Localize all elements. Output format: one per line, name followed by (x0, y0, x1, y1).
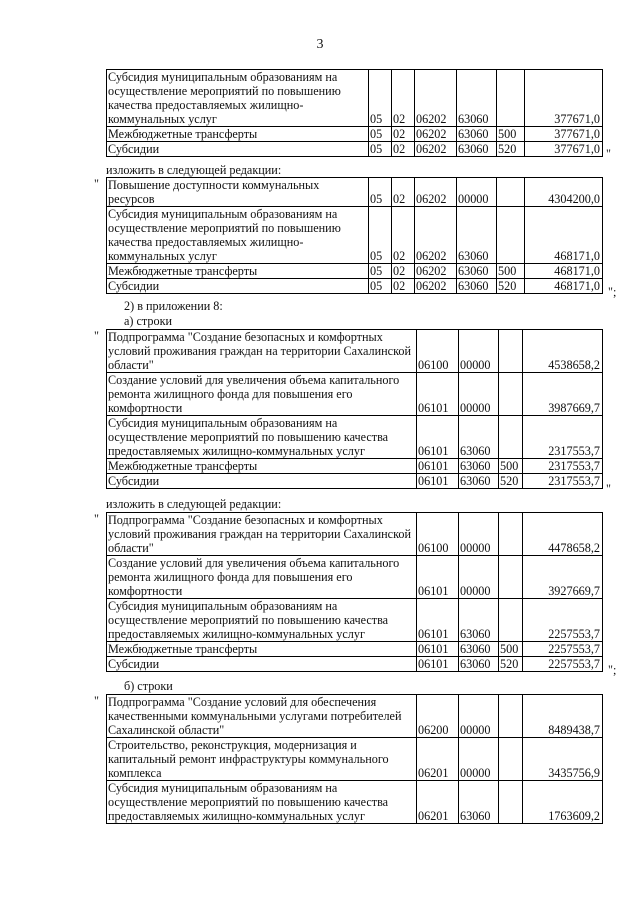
code-cell: 05 (369, 127, 392, 142)
amount-cell: 4538658,2 (523, 330, 603, 373)
amount-cell: 2257553,7 (523, 599, 603, 642)
row-name: Субсидия муниципальным образованиям на осуществление мероприятий по повышению качества предоставляемых жилищно-коммунальных услуг (107, 70, 369, 127)
code-cell: 00000 (459, 330, 499, 373)
table-row (107, 264, 603, 279)
code-cell: 02 (392, 264, 415, 279)
code-cell: 520 (497, 142, 525, 157)
table-row (107, 178, 603, 207)
amount-cell: 2257553,7 (523, 642, 603, 657)
closing-quote-4: "; (608, 663, 617, 677)
budget-table-4 (106, 512, 603, 672)
code-cell (497, 178, 525, 207)
code-cell (499, 599, 523, 642)
table-row (107, 695, 603, 738)
code-cell (499, 330, 523, 373)
code-cell: 05 (369, 178, 392, 207)
code-cell: 63060 (459, 459, 499, 474)
budget-table-3 (106, 329, 603, 489)
amount-cell: 8489438,7 (523, 695, 603, 738)
code-cell: 520 (497, 279, 525, 294)
row-name: Создание условий для увеличения объема капитального ремонта жилищного фонда для повышения его комфортности (107, 556, 417, 599)
table-row (107, 657, 603, 672)
amount-cell: 468171,0 (525, 279, 603, 294)
table-row (107, 459, 603, 474)
table-row (107, 599, 603, 642)
code-cell: 520 (499, 474, 523, 489)
code-cell: 05 (369, 70, 392, 127)
table-row (107, 781, 603, 824)
code-cell: 06101 (417, 459, 459, 474)
amount-cell: 4478658,2 (523, 513, 603, 556)
code-cell: 06202 (415, 279, 457, 294)
code-cell: 02 (392, 70, 415, 127)
closing-quote-3: " (606, 482, 611, 496)
row-name: Повышение доступности коммунальных ресурсов (107, 178, 369, 207)
table-row (107, 142, 603, 157)
text-rows-a: а) строки (124, 314, 173, 328)
table-row (107, 330, 603, 373)
code-cell (499, 513, 523, 556)
row-name: Субсидии (107, 279, 369, 294)
code-cell: 06201 (417, 781, 459, 824)
code-cell (499, 373, 523, 416)
page-number: 3 (316, 37, 324, 52)
opening-quote-5: " (94, 694, 99, 708)
code-cell: 63060 (459, 657, 499, 672)
opening-quote-2: " (94, 177, 99, 191)
text-izlozhit-2: изложить в следующей редакции: (106, 497, 282, 511)
code-cell: 520 (499, 657, 523, 672)
code-cell: 02 (392, 127, 415, 142)
code-cell: 02 (392, 142, 415, 157)
table-row (107, 738, 603, 781)
code-cell (499, 738, 523, 781)
code-cell: 63060 (457, 264, 497, 279)
budget-table-2 (106, 177, 603, 294)
code-cell: 05 (369, 264, 392, 279)
amount-cell: 2257553,7 (523, 657, 603, 672)
code-cell: 63060 (459, 599, 499, 642)
code-cell (497, 70, 525, 127)
code-cell: 06101 (417, 416, 459, 459)
amount-cell: 4304200,0 (525, 178, 603, 207)
code-cell (497, 207, 525, 264)
row-name: Строительство, реконструкция, модернизация и капитальный ремонт инфраструктуры коммунального комплекса (107, 738, 417, 781)
code-cell: 63060 (459, 642, 499, 657)
code-cell: 06202 (415, 178, 457, 207)
code-cell: 500 (497, 127, 525, 142)
row-name: Подпрограмма "Создание безопасных и комфортных условий проживания граждан на территории Сахалинской области" (107, 330, 417, 373)
table-row (107, 279, 603, 294)
text-rows-b: б) строки (124, 679, 173, 693)
code-cell: 500 (499, 459, 523, 474)
code-cell: 00000 (459, 556, 499, 599)
code-cell: 63060 (457, 279, 497, 294)
code-cell: 63060 (459, 416, 499, 459)
row-name: Субсидии (107, 474, 417, 489)
table-row (107, 416, 603, 459)
amount-cell: 468171,0 (525, 264, 603, 279)
code-cell: 06201 (417, 738, 459, 781)
table-row (107, 556, 603, 599)
code-cell: 06100 (417, 330, 459, 373)
row-name: Межбюджетные трансферты (107, 127, 369, 142)
code-cell: 02 (392, 178, 415, 207)
row-name: Подпрограмма "Создание безопасных и комфортных условий проживания граждан на территории Сахалинской области" (107, 513, 417, 556)
code-cell: 00000 (459, 373, 499, 416)
row-name: Создание условий для увеличения объема капитального ремонта жилищного фонда для повышения его комфортности (107, 373, 417, 416)
amount-cell: 2317553,7 (523, 459, 603, 474)
code-cell: 63060 (457, 142, 497, 157)
code-cell: 63060 (459, 781, 499, 824)
code-cell: 06202 (415, 70, 457, 127)
table-row (107, 642, 603, 657)
amount-cell: 2317553,7 (523, 416, 603, 459)
row-name: Подпрограмма "Создание условий для обеспечения качественными коммунальными услугами потребителей Сахалинской области" (107, 695, 417, 738)
row-name: Межбюджетные трансферты (107, 642, 417, 657)
code-cell: 63060 (457, 127, 497, 142)
code-cell: 63060 (457, 70, 497, 127)
table-row (107, 127, 603, 142)
row-name: Субсидии (107, 657, 417, 672)
row-name: Субсидия муниципальным образованиям на осуществление мероприятий по повышению качества предоставляемых жилищно-коммунальных услуг (107, 207, 369, 264)
opening-quote-3: " (94, 329, 99, 343)
code-cell: 06101 (417, 599, 459, 642)
code-cell: 06101 (417, 657, 459, 672)
amount-cell: 468171,0 (525, 207, 603, 264)
code-cell: 63060 (459, 474, 499, 489)
amount-cell: 3987669,7 (523, 373, 603, 416)
amount-cell: 377671,0 (525, 70, 603, 127)
code-cell: 06101 (417, 556, 459, 599)
code-cell: 06200 (417, 695, 459, 738)
amount-cell: 3435756,9 (523, 738, 603, 781)
closing-quote-2: "; (608, 285, 617, 299)
code-cell: 06202 (415, 264, 457, 279)
code-cell (499, 416, 523, 459)
text-izlozhit-1: изложить в следующей редакции: (106, 163, 282, 177)
code-cell: 05 (369, 207, 392, 264)
code-cell (499, 695, 523, 738)
amount-cell: 1763609,2 (523, 781, 603, 824)
code-cell: 06101 (417, 642, 459, 657)
amount-cell: 377671,0 (525, 142, 603, 157)
code-cell: 05 (369, 279, 392, 294)
table-row (107, 70, 603, 127)
code-cell: 06101 (417, 373, 459, 416)
row-name: Субсидия муниципальным образованиям на осуществление мероприятий по повышению качества предоставляемых жилищно-коммунальных услуг (107, 781, 417, 824)
code-cell: 06202 (415, 127, 457, 142)
amount-cell: 3927669,7 (523, 556, 603, 599)
code-cell: 06202 (415, 207, 457, 264)
row-name: Субсидия муниципальным образованиям на осуществление мероприятий по повышению качества предоставляемых жилищно-коммунальных услуг (107, 416, 417, 459)
code-cell: 05 (369, 142, 392, 157)
amount-cell: 2317553,7 (523, 474, 603, 489)
budget-table-1 (106, 69, 603, 157)
code-cell: 00000 (459, 695, 499, 738)
code-cell (499, 556, 523, 599)
code-cell: 00000 (459, 738, 499, 781)
code-cell: 00000 (457, 178, 497, 207)
amount-cell: 377671,0 (525, 127, 603, 142)
code-cell: 63060 (457, 207, 497, 264)
code-cell: 06202 (415, 142, 457, 157)
row-name: Субсидии (107, 142, 369, 157)
table-row (107, 474, 603, 489)
row-name: Межбюджетные трансферты (107, 459, 417, 474)
code-cell (499, 781, 523, 824)
table-row (107, 207, 603, 264)
budget-table-5 (106, 694, 603, 824)
table-row (107, 513, 603, 556)
closing-quote-1: " (606, 147, 611, 161)
code-cell: 06101 (417, 474, 459, 489)
code-cell: 02 (392, 279, 415, 294)
opening-quote-4: " (94, 512, 99, 526)
row-name: Субсидия муниципальным образованиям на осуществление мероприятий по повышению качества предоставляемых жилищно-коммунальных услуг (107, 599, 417, 642)
code-cell: 500 (497, 264, 525, 279)
code-cell: 06100 (417, 513, 459, 556)
code-cell: 500 (499, 642, 523, 657)
code-cell: 02 (392, 207, 415, 264)
code-cell: 00000 (459, 513, 499, 556)
row-name: Межбюджетные трансферты (107, 264, 369, 279)
text-appendix-8: 2) в приложении 8: (124, 299, 223, 313)
table-row (107, 373, 603, 416)
